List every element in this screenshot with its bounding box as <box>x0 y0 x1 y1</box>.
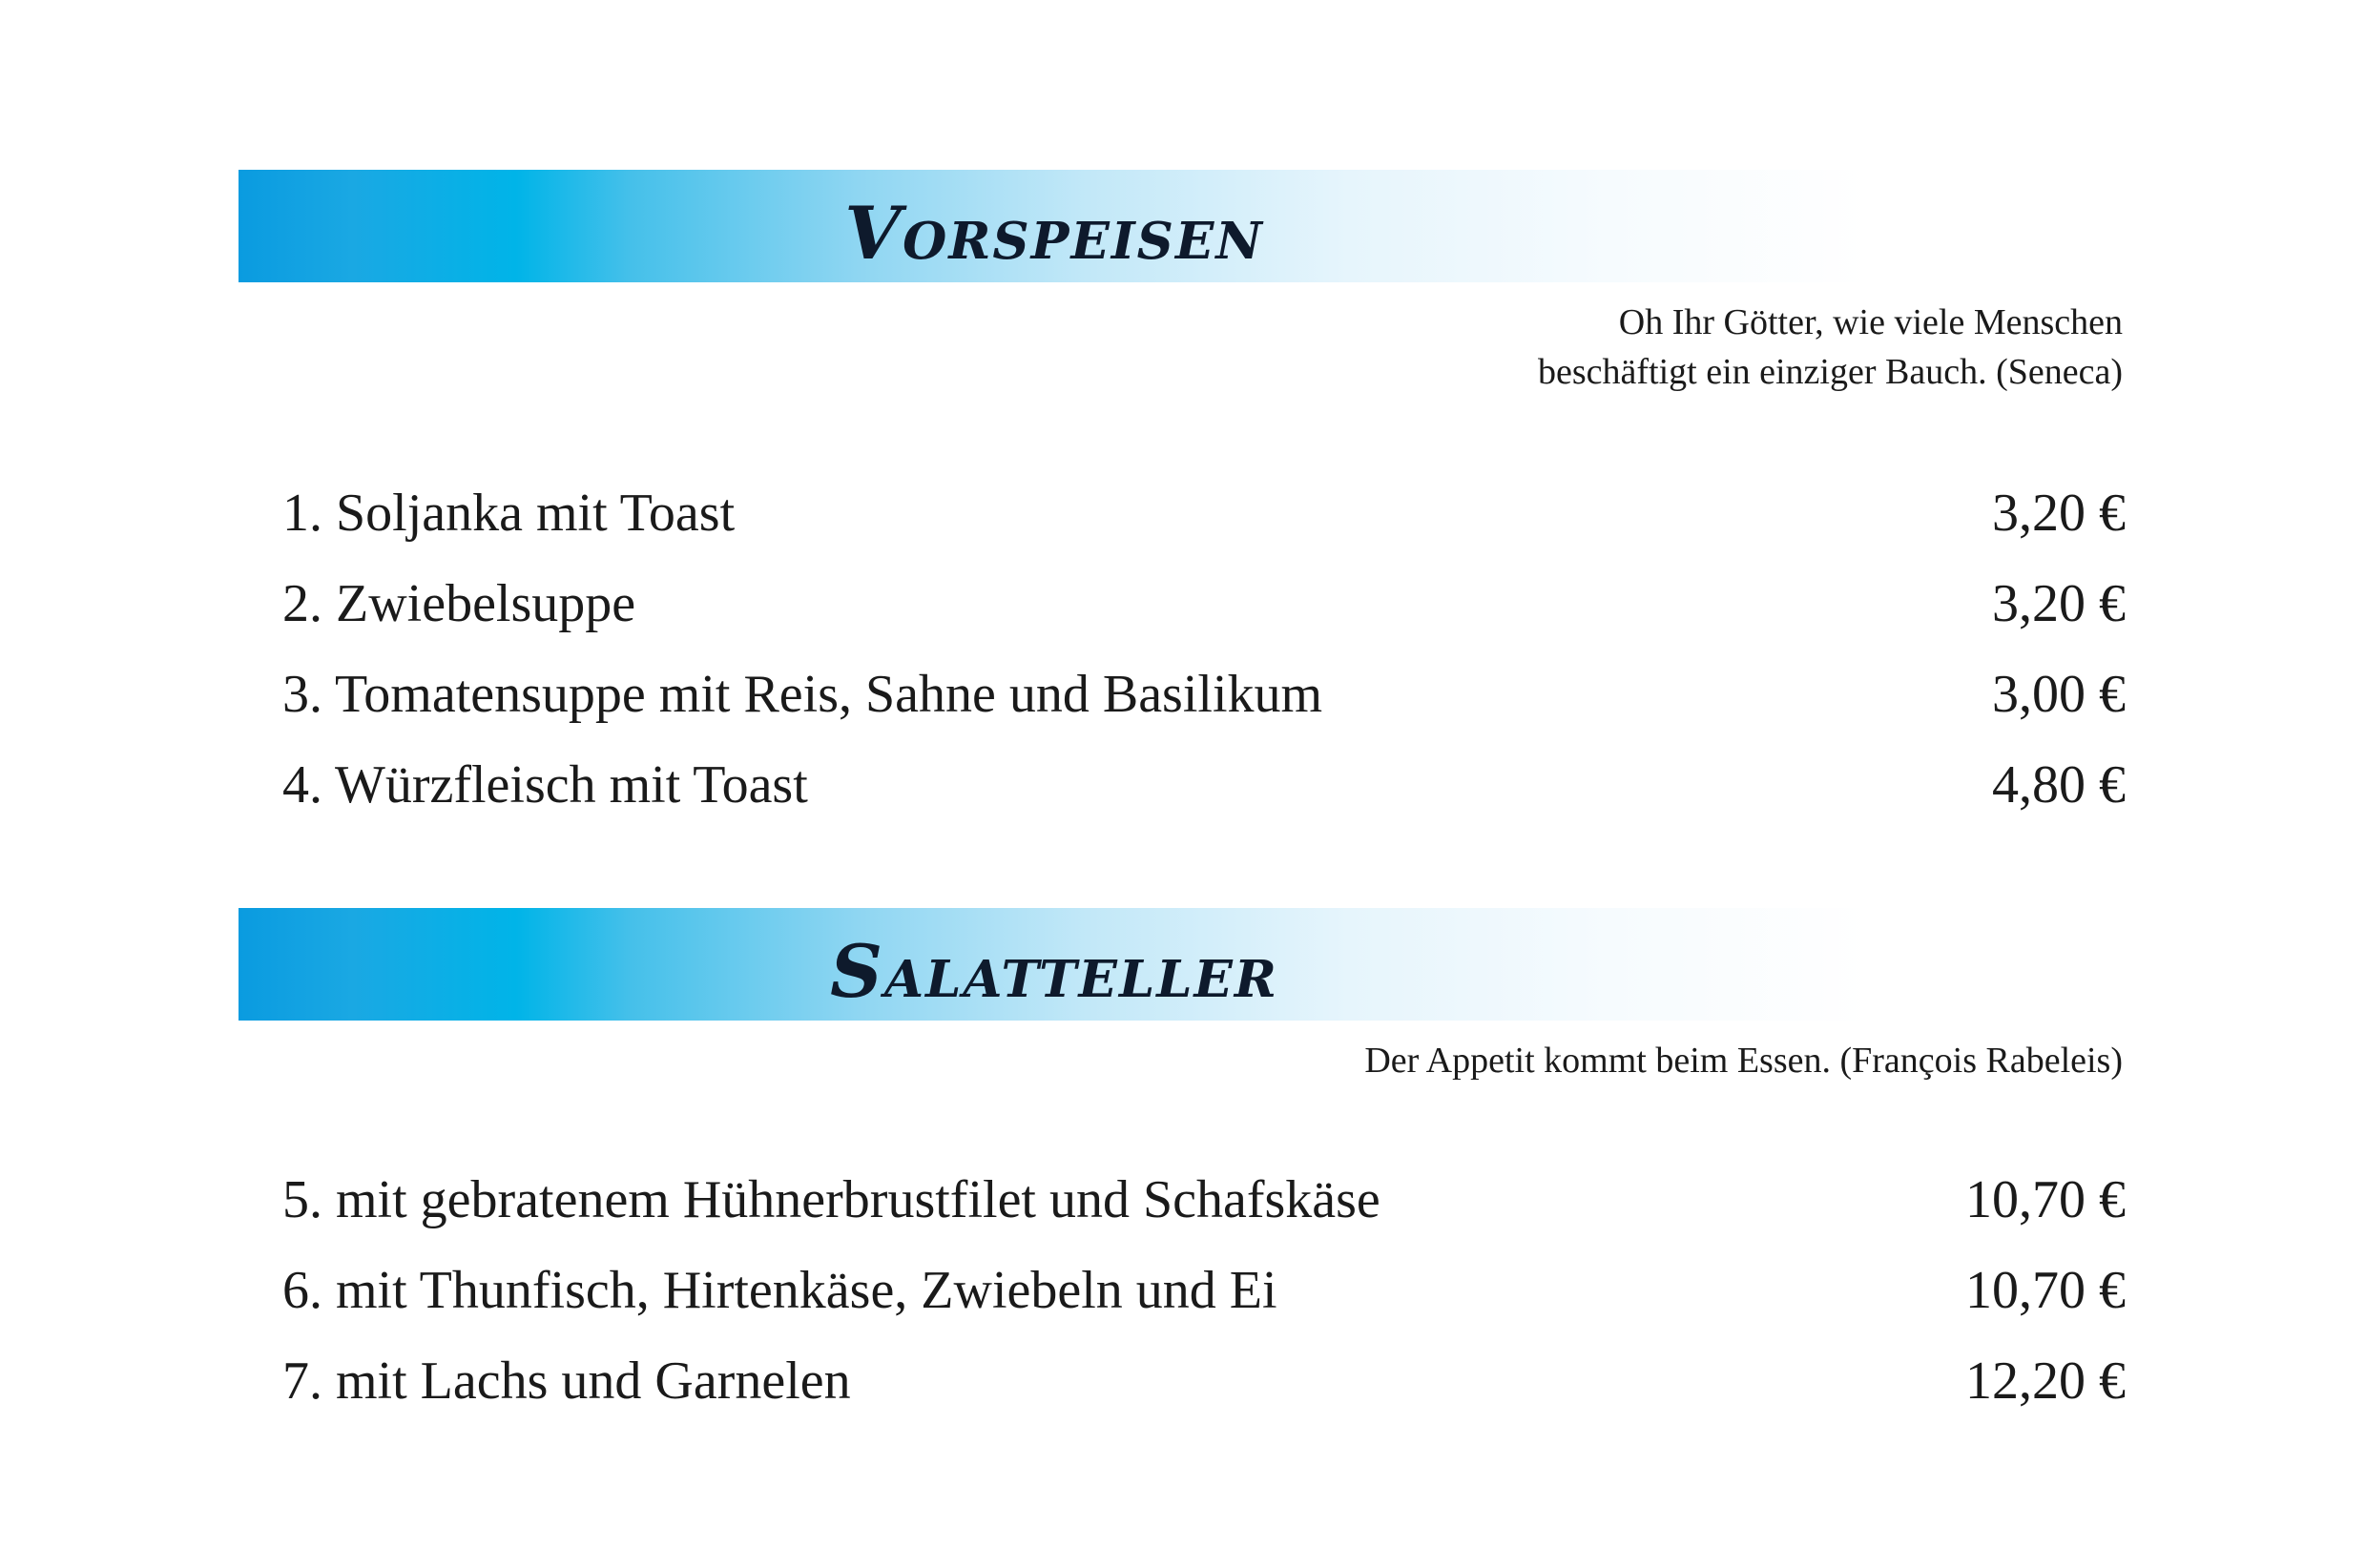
menu-item-price: 3,20 € <box>1992 574 2126 633</box>
quote-line: beschäftigt ein einziger Bauch. (Seneca) <box>1538 352 2123 392</box>
menu-item <box>282 1335 2126 1427</box>
section-quote <box>1364 1036 2123 1085</box>
menu-item-name: 5. mit gebratenem Hühnerbrustfilet und Schafskäse <box>282 1170 1380 1229</box>
section-quote <box>1538 298 2123 397</box>
menu-item-name: 7. mit Lachs und Garnelen <box>282 1351 851 1411</box>
menu-item-name: 4. Würzfleisch mit Toast <box>282 755 808 815</box>
menu-item-name: 3. Tomatensuppe mit Reis, Sahne und Basilikum <box>282 665 1323 724</box>
menu-item <box>282 649 2126 740</box>
menu-item-price: 10,70 € <box>1965 1170 2126 1229</box>
menu-item-price: 3,00 € <box>1992 665 2126 724</box>
menu-item <box>282 1245 2126 1336</box>
menu-item-price: 10,70 € <box>1965 1261 2126 1320</box>
menu-item-price: 12,20 € <box>1965 1351 2126 1411</box>
section-title: Vorspeisen <box>844 191 1264 276</box>
quote-line: Oh Ihr Götter, wie viele Menschen <box>1618 302 2123 342</box>
section-title: Salatteller <box>830 929 1278 1014</box>
menu-item-name: 6. mit Thunfisch, Hirtenkäse, Zwiebeln und Ei <box>282 1261 1277 1320</box>
menu-item-name: 2. Zwiebelsuppe <box>282 574 636 633</box>
menu-item <box>282 1154 2126 1246</box>
menu-item <box>282 467 2126 559</box>
section-banner-salatteller <box>239 908 1870 1021</box>
section-banner-vorspeisen <box>239 170 1870 282</box>
quote-line: Der Appetit kommt beim Essen. (François Rabeleis) <box>1364 1041 2123 1081</box>
menu-item-name: 1. Soljanka mit Toast <box>282 484 736 543</box>
menu-item <box>282 739 2126 831</box>
menu-item-price: 4,80 € <box>1992 755 2126 815</box>
menu-item-price: 3,20 € <box>1992 484 2126 543</box>
menu-item <box>282 558 2126 650</box>
